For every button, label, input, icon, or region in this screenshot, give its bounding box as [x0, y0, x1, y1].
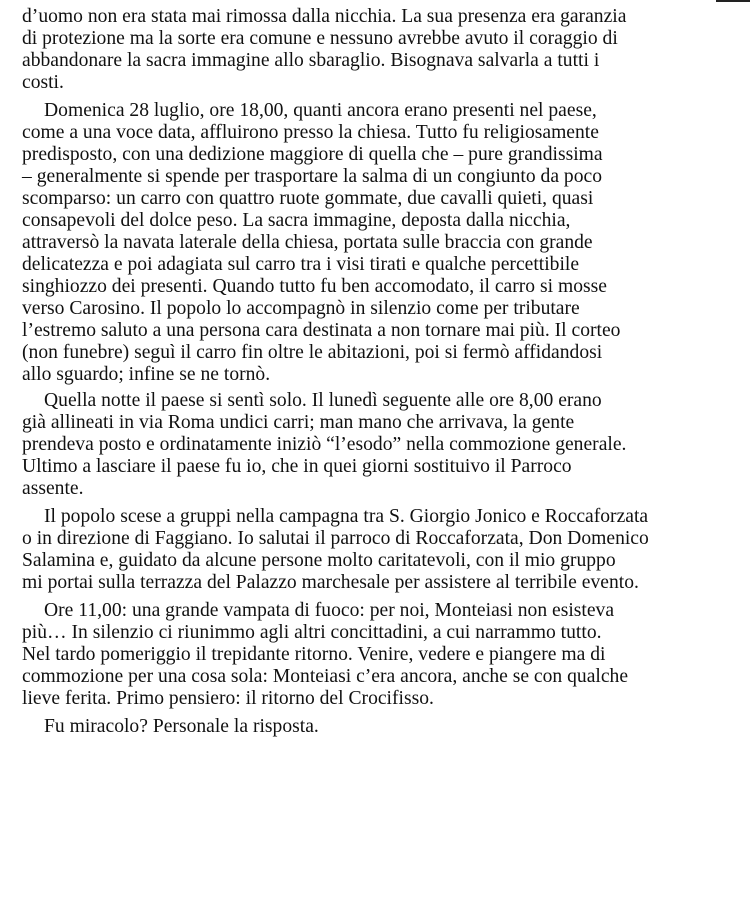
text-line: Ultimo a lasciare il paese fu io, che in quei giorni sostituivo il Parroco	[22, 456, 572, 477]
text-line: abbandonare la sacra immagine allo sbaraglio. Bisognava salvarla a tutti i	[22, 50, 600, 71]
text-line: lieve ferita. Primo pensiero: il ritorno del Crocifisso.	[22, 688, 434, 709]
paragraph-3	[22, 390, 734, 500]
text-line: costi.	[22, 72, 64, 93]
text-line: l’estremo saluto a una persona cara destinata a non tornare mai più. Il corteo	[22, 320, 621, 341]
text-line: prendeva posto e ordinatamente iniziò “l’esodo” nella commozione generale.	[22, 434, 627, 455]
text-line: Fu miracolo? Personale la risposta.	[44, 716, 319, 737]
text-line: Nel tardo pomeriggio il trepidante ritorno. Venire, vedere e piangere ma di	[22, 644, 606, 665]
text-line: delicatezza e poi adagiata sul carro tra i visi tirati e qualche percettibile	[22, 254, 580, 275]
paragraph-2	[22, 100, 734, 386]
text-line: commozione per una cosa sola: Monteiasi c’era ancora, anche se con qualche	[22, 666, 629, 687]
text-line: scomparso: un carro con quattro ruote gommate, due cavalli quieti, quasi	[22, 188, 594, 209]
top-right-rule	[716, 0, 750, 2]
text-line: – generalmente si spende per trasportare la salma di un congiunto da poco	[22, 166, 602, 187]
text-line: consapevoli del dolce peso. La sacra immagine, deposta dalla nicchia,	[22, 210, 571, 231]
text-line: Il popolo scese a gruppi nella campagna tra S. Giorgio Jonico e Roccaforzata	[44, 506, 649, 527]
text-line: allo sguardo; infine se ne tornò.	[22, 364, 271, 385]
text-line: di protezione ma la sorte era comune e nessuno avrebbe avuto il coraggio di	[22, 28, 618, 49]
text-line: Domenica 28 luglio, ore 18,00, quanti ancora erano presenti nel paese,	[44, 100, 597, 121]
paragraph-5	[22, 600, 734, 710]
text-line: assente.	[22, 478, 84, 499]
paragraph-1	[22, 6, 734, 94]
text-line: predisposto, con una dedizione maggiore di quella che – pure grandissima	[22, 144, 603, 165]
text-line: più… In silenzio ci riunimmo agli altri concittadini, a cui narrammo tutto.	[22, 622, 602, 643]
body-text	[22, 6, 734, 744]
text-line: come a una voce data, affluirono presso la chiesa. Tutto fu religiosamente	[22, 122, 599, 143]
text-line: Quella notte il paese si sentì solo. Il lunedì seguente alle ore 8,00 erano	[44, 390, 602, 411]
text-line: già allineati in via Roma undici carri; man mano che arrivava, la gente	[22, 412, 575, 433]
paragraph-6	[22, 716, 734, 738]
text-line: (non funebre) seguì il carro fin oltre le abitazioni, poi si fermò affidandosi	[22, 342, 603, 363]
text-line: o in direzione di Faggiano. Io salutai il parroco di Roccaforzata, Don Domenico	[22, 528, 649, 549]
text-line: verso Carosino. Il popolo lo accompagnò in silenzio come per tributare	[22, 298, 580, 319]
text-line: attraversò la navata laterale della chiesa, portata sulle braccia con grande	[22, 232, 593, 253]
text-line: Salamina e, guidato da alcune persone molto caritatevoli, con il mio gruppo	[22, 550, 616, 571]
text-line: Ore 11,00: una grande vampata di fuoco: per noi, Monteiasi non esisteva	[44, 600, 615, 621]
text-line: mi portai sulla terrazza del Palazzo marchesale per assistere al terribile evento.	[22, 572, 639, 593]
text-line: singhiozzo dei presenti. Quando tutto fu ben accomodato, il carro si mosse	[22, 276, 607, 297]
text-line: d’uomo non era stata mai rimossa dalla nicchia. La sua presenza era garanzia	[22, 6, 627, 27]
paragraph-4	[22, 506, 734, 594]
